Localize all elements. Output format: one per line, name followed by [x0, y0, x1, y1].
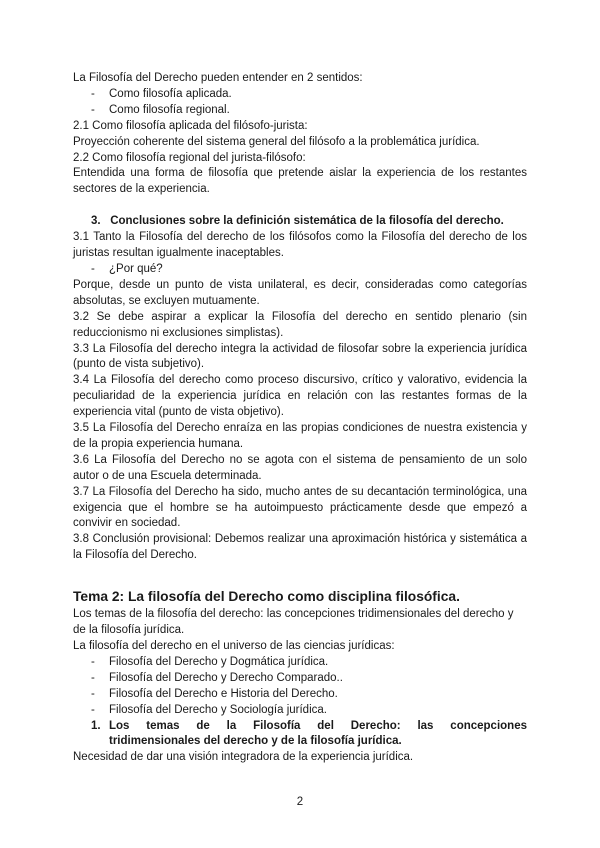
list-item: - ¿Por qué? — [73, 262, 527, 278]
paragraph: 3.1 Tanto la Filosofía del derecho de los filósofos como la Filosofía del derecho de los juristas resultan igualmente inaceptables. — [73, 231, 527, 260]
document-body — [73, 71, 527, 766]
heading-line: Los temas de la Filosofía del Derecho: las concepciones — [109, 719, 527, 732]
intro-paragraph: La Filosofía del Derecho pueden entender en 2 sentidos: — [73, 72, 363, 84]
paragraph: 3.7 La Filosofía del Derecho ha sido, mucho antes de su decantación terminológica, una exigencia que el hombre se ha autoimpuesto prácticamente desde que empezó a convivir en sociedad. — [73, 485, 527, 530]
paragraph: 3.4 La Filosofía del derecho como proceso discursivo, crítico y valorativo, evidencia la peculiaridad de la experiencia jurídica en relación con las restantes formas de la experiencia vital (punto de vista objetivo). — [73, 374, 527, 419]
paragraph: Entendida una forma de filosofía que pretende aislar la experiencia de los restantes sectores de la experiencia. — [73, 167, 527, 196]
paragraph: La filosofía del derecho en el universo de las ciencias jurídicas: — [73, 640, 395, 652]
section-title: Conclusiones sobre la definición sistemática de la filosofía del derecho. — [110, 215, 504, 228]
paragraph: 3.5 La Filosofía del Derecho enraíza en las propias condiciones de nuestra existencia y de la propia experiencia humana. — [73, 422, 527, 450]
paragraph: 3.8 Conclusión provisional: Debemos realizar una aproximación histórica y sistemática a la Filosofía del Derecho. — [73, 533, 527, 562]
list-item: - Como filosofía aplicada. — [73, 87, 527, 103]
numbered-heading — [73, 719, 527, 751]
paragraph: 3.6 La Filosofía del Derecho no se agota con el sistema de pensamiento de un solo autor o de una Escuela determinada. — [73, 453, 527, 482]
list-item: - Filosofía del Derecho y Dogmática jurídica. — [73, 655, 527, 671]
subsection-heading: 2.2 Como filosofía regional del jurista-filósofo: — [73, 151, 306, 164]
subsection-heading: 2.1 Como filosofía aplicada del filósofo-jurista: — [73, 119, 308, 132]
list-item: - Como filosofía regional. — [73, 103, 527, 119]
section-number: 3. — [91, 215, 101, 228]
list-item: - Filosofía del Derecho y Derecho Comparado.. — [73, 671, 527, 687]
list-item: - Filosofía del Derecho e Historia del Derecho. — [73, 687, 527, 703]
page-number: 2 — [296, 796, 304, 808]
list-item: - Filosofía del Derecho y Sociología jurídica. — [73, 703, 527, 719]
paragraph: Los temas de la filosofía del derecho: las concepciones tridimensionales del derecho y de la filosofía jurídica. — [73, 608, 514, 637]
heading-number: 1. — [91, 719, 101, 732]
paragraph: Porque, desde un punto de vista unilateral, es decir, consideradas como categorías absolutas, se excluyen mutuamente. — [73, 278, 527, 307]
paragraph: 3.3 La Filosofía del derecho integra la actividad de filosofar sobre la experiencia jurídica (punto de vista subjetivo). — [73, 342, 527, 371]
paragraph: 3.2 Se debe aspirar a explicar la Filosofía del derecho en sentido plenario (sin reduccionismo ni exclusiones simplistas). — [73, 310, 527, 339]
chapter-title: Tema 2: La filosofía del Derecho como disciplina filosófica. — [73, 589, 460, 605]
paragraph: Proyección coherente del sistema general del filósofo a la problemática jurídica. — [73, 135, 480, 148]
heading-line: tridimensionales del derecho y de la filosofía jurídica. — [109, 735, 402, 748]
paragraph: Necesidad de dar una visión integradora de la experiencia jurídica. — [73, 751, 414, 764]
section-heading — [73, 214, 527, 230]
